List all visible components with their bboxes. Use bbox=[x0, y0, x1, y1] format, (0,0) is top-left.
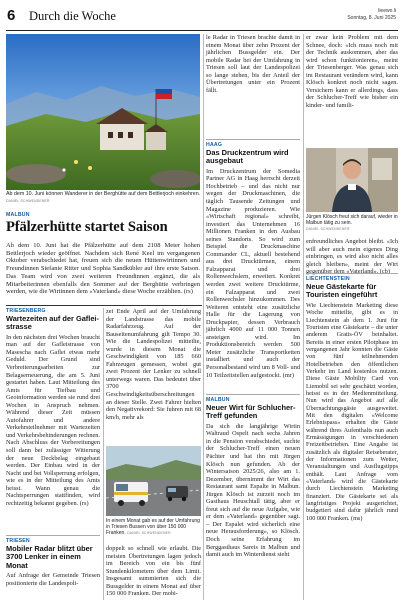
liechtenstein-rule bbox=[306, 273, 398, 274]
triesen-kicker: TRIESEN bbox=[6, 538, 30, 544]
triesenberg-headline: Wartezeiten auf der Gafleistrasse bbox=[6, 314, 99, 332]
haag-sig: (mr) bbox=[282, 371, 294, 379]
triesen-article bbox=[6, 538, 100, 587]
col-divider-3 bbox=[303, 34, 304, 600]
triesen-text: Auf Anfrage der Gemeinde Triesen positionierte die Landespoli- bbox=[6, 572, 100, 587]
radar-column-2b bbox=[106, 545, 201, 598]
klosch-caption-text: Jürgen Klösch freut sich darauf, wieder in Malbun tätig zu sein. bbox=[306, 214, 398, 227]
haag-body bbox=[206, 168, 300, 379]
radar-caption-text: In einem Monat gab es auf der Umfahrung in Triesen Bussen von über 150 000 Franken. bbox=[106, 518, 200, 537]
hut-caption-credit: DANIEL SCHWENDENER bbox=[6, 198, 50, 203]
section-title: Durch die Woche bbox=[29, 9, 116, 23]
main-rule bbox=[6, 305, 202, 306]
malbun2-headline: Neuer Wirt für Schlucher-Treff gefunden bbox=[206, 403, 296, 421]
hut-photo-caption bbox=[6, 191, 202, 204]
triesenberg-text: In den nächsten drei Wochen braucht man auf der Gafleistrasse von Masescha nach Gaflei etwas mehr Geduld. Der Grund sind Verbreiterungsarbeiten zur Belagserneuerung, die am 5. Juni gestartet haben. Laut Mitteilung des Amts für Tiefbau und Geoinformation werden sie rund drei Wochen in Anspruch nehmen. Während dieser Zeit müssen Autofahrer und andere Verkehrsteilnehmer mit Wartezeiten und Verkehrsbehinderungen rechnen. Nach Abschluss der Vorbereitungen soll dann bei zulässiger Witterung der neue Deckbelag eingebaut werden. Der Einbau wird in der Nacht und bei Vollsperrung erfolgen, wie es in der Mitteilung des Amts heisst. Wann genau die Nachtsperrungen stattfinden, wird rechtzeitig bekannt gegeben. bbox=[6, 333, 100, 507]
col4-mid-text: enfreundliches Angebot bleibt. «Ich will aber auch mein eigenes Ding einbringen, es wird also nicht alles gleich bleiben», meint der Wirt gegenüber dem «Vaterland». bbox=[306, 238, 398, 276]
liechtenstein-sig: (ms) bbox=[351, 514, 363, 522]
radar-text-2: doppelt so schnell wie erlaubt. Die meisten Übertretungen lagen jedoch im Bereich von ein bis fünf Stundenkilometern über dem Limit. Insgesamt summierten sich die Bussgelder in einem Monat auf über 150 000 Franken. Der mobi- bbox=[106, 545, 201, 598]
malbun2-body: Da sich die langjährige Wirtin Waltraud Ospelt nach sechs Jahren in die Pension verabschiedet, suchte der Schlucher-Treff einen neuen Pächter und hat ihn mit Jürgen Klösch nun gefunden. Ab der Wintersaison 2025/26, also am 1. Dezember, übernimmt der Wirt das Restaurant samt Espalte in Malbun. Jürgen Klösch ist zurzeit noch im Gasthaus Heuschtall tätig, aber er freut sich auf die neue Aufgabe, wie er dem «Vaterland» gegenüber sagt. – Der Espalet wird sicherlich eine neue Herausforderung», so Klösch. Doch seine Erfahrung im Berggasthaus Sareis in Malbun und damit auch im Winterdienst sieht bbox=[206, 422, 300, 559]
liechtenstein-body bbox=[306, 302, 398, 522]
klosch-caption-credit: DANIEL SCHWENDENER bbox=[306, 227, 350, 232]
klosch-photo-image bbox=[306, 148, 398, 212]
haag-text: Im Druckzentrum der Somedia Partner AG in Haag herrscht derzeit Hochbetrieb – und das nicht nur wegen der Druckmaschinen, die täglich Tausende Zeitungen und Magazine produzieren. Wie «Wirtschaft regional» schreibt, investiert das Unternehmen 16 Millionen Franken in den Ausbau seines Standorts. So wird zum Beispiel die Druckmaschine Commander CL, aktuell bestehend aus drei Drucktürmen, einem Falzapparat und drei Rollenwechslern, erweitert. Konkret werden zwei weitere Drucktürme, ein Falzapparat und zwei Rollenwechsler hinzukommen. Des Weiteren entsteht eine zusätzliche Halle für die Lagerung von Druckpapier, dessen Verbrauch jährlich 4000 auf 11 000 Tonnen ansteigen wird. Im Produktionsbereich werden 500 Meter zusätzliche Transportketten installiert und auch der Personalbestand wird um 8 Voll- und 10 Teilzeitstellen aufgestockt. bbox=[206, 167, 300, 379]
main-lead bbox=[6, 242, 200, 296]
triesenberg-sig: (rs) bbox=[79, 499, 89, 507]
haag-kicker: HAAG bbox=[206, 142, 223, 148]
liechtenstein-headline: Neue Gästekarte für Touristen eingeführt bbox=[306, 282, 378, 300]
triesenberg-kicker: TRIESENBERG bbox=[6, 308, 46, 314]
klosch-photo-caption bbox=[306, 214, 398, 232]
main-headline: Pfälzerhütte startet Saison bbox=[6, 219, 168, 235]
col-divider-1 bbox=[103, 308, 104, 600]
col4-mid-sig: (cb) bbox=[379, 268, 390, 276]
liechtenstein-text: Wie Liechtenstein Marketing diese Woche mitteilte, gibt es in Liechtenstein ab dem 1. Juni für Touristen eine Gästekarte – die unter anderem Gratis-ÖV beinhaltet. Bereits in einer ersten Pilotphase im vergangenen Jahr konnten die Gäste von fünf teilnehmenden Hotelbetrieben den öffentlichen Verkehr im Land kostenlos nutzen. Diese Gäste Mobility Card von Liemobil sei sehr geschätzt worden, heisst es in der Medienmitteilung. Nun wird das Angebot auf alle Übernachtungsgäste ausgeweitet. Mit den digitalen «Welcome Erlebnispass» erhalten die Gäste während ihres Aufenthalts nun auch Ermässigungen in verschiedenen Freizeitbetrieben. Eine Angabe ist zusätzlich als digitaler Reiseberater, der Informationen zum Wetter, Veranstaltungen und Ausflugstipps enthält. Laut Anfrage vom «Vaterland» wird die Gästekarte durch Liechtenstein Marketing finanziert. Die Gästekarte sei als langfristiges Projekt ausgerichtet, budgetiert sind dafür jährlich rund 100 000 Franken. bbox=[306, 301, 398, 522]
radar-photo bbox=[106, 446, 201, 516]
col4-text-mid bbox=[306, 238, 398, 276]
col-divider-2 bbox=[203, 34, 204, 600]
radar-column-3 bbox=[206, 34, 300, 94]
page-header bbox=[0, 0, 404, 30]
triesen-headline: Mobiler Radar blitzt über 3700 Lenker in einem Monat bbox=[6, 544, 93, 570]
malbun2-rule bbox=[206, 394, 300, 395]
radar-photo-image bbox=[106, 446, 201, 516]
brand-label: lieewo.li bbox=[378, 8, 396, 14]
triesen-rule bbox=[6, 535, 100, 536]
haag-article bbox=[206, 142, 300, 379]
triesenberg-body bbox=[6, 334, 100, 508]
header-rule bbox=[6, 30, 398, 31]
main-lead-sig: (rs) bbox=[183, 288, 193, 296]
main-lead-text: Ab dem 10. Juni hat die Pfälzerhütte auf dem 2108 Meter hohen Bettlerjoch wieder geöffnet. Nachdem sich René Keel im vergangenen Oktober verabschiedet hat, freuen sich die neuen Hüttenwirtinnen und Freundinnen Stefanie Ritter und Sophia Sandkübler auf ihre erste Saison. Das Team wird von zwei weiteren Freundinnen ergänzt, die als Mitarbeiterinnen ebenfalls den Sommer auf der Berghütte verbringen werden, wie die Wirtinnen dem «Vaterland» diese Woche erzählten. bbox=[6, 242, 200, 296]
radar-photo-caption bbox=[106, 518, 201, 536]
malbun2-kicker: MALBUN bbox=[206, 397, 230, 403]
malbun2-column-4 bbox=[306, 34, 398, 109]
haag-rule bbox=[206, 139, 300, 140]
radar-caption-credit: DANIEL SCHWENDENER bbox=[127, 531, 171, 536]
issue-date: Sonntag, 8. Juni 2025 bbox=[347, 15, 396, 21]
hut-photo bbox=[6, 34, 200, 190]
col4-mid bbox=[306, 238, 398, 276]
col4-text-top: er zwar kein Problem mit dem Schnee, doch: «Ich muss noch mit der Technik auskommen, aber das wird schon funktionieren», meint der Triesenberger. Was genau sich im Restaurant verändern wird, kann Klösch konkret noch nicht sagen. Versichern kann er allerdings, dass der Schlucher-Treff wie bisher ein kinder- und famili- bbox=[306, 34, 398, 109]
hut-caption-text: Ab dem 10. Juni können Wanderer in der Berghütte auf dem Bettlerjoch einkehren. bbox=[6, 191, 201, 197]
main-kicker: MALBUN bbox=[6, 212, 30, 218]
liechtenstein-kicker: LIECHTENSTEIN bbox=[306, 276, 350, 282]
radar-column-2 bbox=[106, 308, 201, 421]
triesenberg-article bbox=[6, 308, 100, 507]
klosch-photo bbox=[306, 148, 398, 212]
malbun2-article bbox=[206, 397, 300, 559]
hut-photo-image bbox=[6, 34, 200, 190]
radar-text-3: le Radar in Triesen brachte damit in einem Monat über zehn Prozent der jährlichen Bussgelder ein. Der mobile Radar bei der Umfahrung in Triesen soll laut der Landespolizei so lange stehen, bis der Anteil der Übertretungen unter ein Prozent fällt. bbox=[206, 34, 300, 94]
haag-headline: Das Druckzentrum wird ausgebaut bbox=[206, 148, 289, 166]
radar-text-1: zei Ende April auf der Umfahrung der Landstrasse das mobile Radarfahrzeug. Auf der Bauseitenumfahrung gilt Tempo 30. Wie die Landespolizei mitteilte, wurde in diesem Monat die Geschwindigkeit von 185 660 Fahrzeugen gemessen, wobei gut zwei Prozent der Lenker zu schnell unterwegs waren. Das bedeutet über 3700 Geschwindigkeitsüberschreitungen an dieser Stelle. Zwei Fahrer hielten den Negativrekord: Sie fuhren mit 68 km/h, mehr als bbox=[106, 308, 201, 421]
page-number: 6 bbox=[7, 7, 16, 24]
triesen-body bbox=[6, 572, 100, 587]
liechtenstein-article bbox=[306, 276, 398, 522]
